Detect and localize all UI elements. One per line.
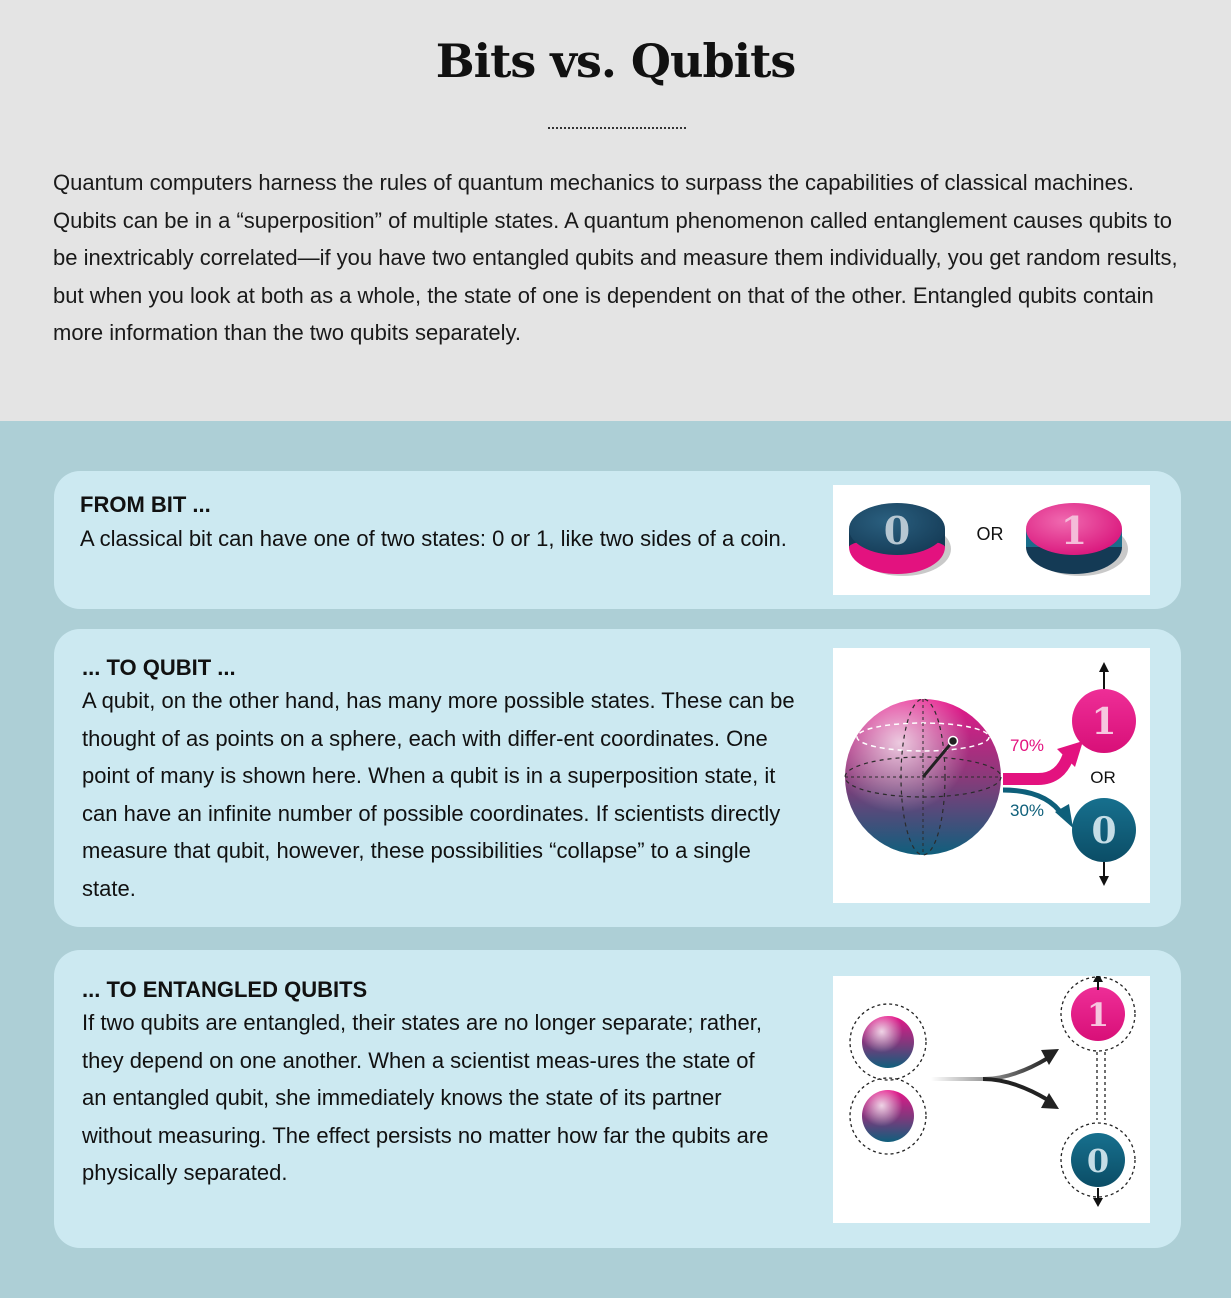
qubit-description: A qubit, on the other hand, has many more possible states. These can be thought of as points on a sphere, each with differ-ent coordinates. One point of many is shown here. When a qubit is in a superposition state, it can have an infinite number of possible coordinates. If scientists directly measure that qubit, however, these possibilities “collapse” to a single state.	[82, 688, 795, 901]
bit-diagram	[833, 485, 1150, 595]
bit-or-label: OR	[976, 524, 1004, 544]
up-arrow-icon	[1099, 662, 1109, 672]
page-title: Bits vs. Qubits	[435, 34, 796, 88]
state-zero-label: 0	[1091, 810, 1117, 852]
entangled-qubit-b-icon	[850, 1078, 926, 1154]
bit-heading: FROM BIT ...	[80, 492, 211, 517]
coin-one-label: 1	[1060, 508, 1088, 553]
entangled-state-one-label: 1	[1086, 996, 1110, 1034]
probability-zero-label: 30%	[1009, 801, 1045, 820]
probability-one-label: 70%	[1009, 736, 1045, 755]
coin-zero-label: 0	[883, 508, 911, 553]
sections-band	[0, 421, 1231, 1298]
entangled-heading: ... TO ENTANGLED QUBITS	[82, 977, 368, 1002]
intro-section	[0, 0, 1231, 421]
entangled-diagram	[833, 976, 1150, 1223]
entangled-down-arrow-icon	[1093, 1198, 1103, 1207]
bit-description: A classical bit can have one of two states: 0 or 1, like two sides of a coin.	[80, 526, 787, 551]
title-divider	[548, 127, 686, 129]
entangled-description: If two qubits are entangled, their states are no longer separate; rather, they depend on one another. When a scientist meas-ures the state of an entangled qubit, she immediately knows the state of its partner without measuring. The effect persists no matter how far the qubits are physically separated.	[82, 1010, 769, 1186]
entangled-qubit-a-icon	[850, 1004, 926, 1080]
intro-paragraph: Quantum computers harness the rules of quantum mechanics to surpass the capabilities of classical machines. Qubits can be in a “superposition” of multiple states. A quantum phenomenon called entanglement causes qubits to be inextricably correlated—if you have two entangled qubits and measure them individually, you get random results, but when you look at both as a whole, the state of one is dependent on that of the other. Entangled qubits contain more information than the two qubits separately.	[53, 170, 1178, 345]
qubit-heading: ... TO QUBIT ...	[82, 655, 236, 680]
bloch-sphere-icon	[845, 699, 1001, 855]
qubit-diagram	[833, 648, 1150, 903]
qubit-card	[54, 629, 1181, 927]
bit-card	[54, 471, 1181, 609]
state-one-label: 1	[1091, 701, 1117, 743]
down-arrow-icon	[1099, 876, 1109, 886]
entangled-card	[54, 950, 1181, 1248]
entangled-state-zero-label: 0	[1086, 1142, 1110, 1180]
qubit-or-label: OR	[1090, 768, 1116, 787]
